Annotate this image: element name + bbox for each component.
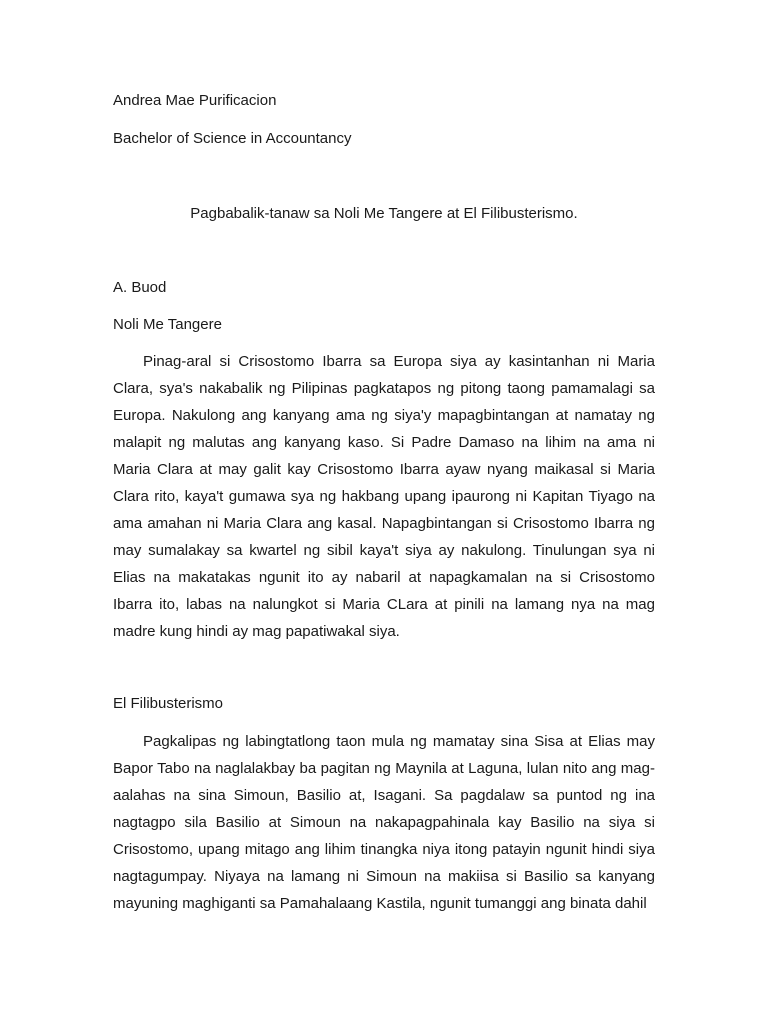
document-title: Pagbabalik-tanaw sa Noli Me Tangere at El Filibusterismo.	[190, 205, 578, 222]
course-name: Bachelor of Science in Accountancy	[113, 130, 352, 147]
section-heading-buod: A. Buod	[113, 279, 167, 296]
elfili-paragraph: Pagkalipas ng labingtatlong taon mula ng mamatay sina Sisa at Elias may Bapor Tabo na naglalakbay ba pagitan ng Maynila at Laguna, lulan nito ang mag-aalahas na sina Simoun, Basilio at, Isagani. Sa pagdalaw sa puntod ng ina nagtagpo sila Basilio at Simoun na nakapagpahinala kay Basilio na siya si Crisostomo, upang mitago ang lihim tinangka niya itong patayin ngunit hindi siya nagtagumpay. Niyaya na lamang ni Simoun na makiisa si Basilio sa kanyang mayuning maghiganti sa Pamahalaang Kastila, ngunit tumanggi ang binata dahil	[113, 733, 655, 912]
noli-paragraph: Pinag-aral si Crisostomo Ibarra sa Europa siya ay kasintanhan ni Maria Clara, sya's nakabalik ng Pilipinas pagkatapos ng pitong taong pamamalagi sa Europa. Nakulong ang kanyang ama ng siya'y mapagbintangan at namatay ng malapit ng malutas ang kanyang kaso. Si Padre Damaso na lihim na ama ni Maria Clara at may galit kay Crisostomo Ibarra ayaw nyang maikasal si Maria Clara rito, kaya't gumawa sya ng hakbang upang ipaurong ni Kapitan Tiyago na ama amahan ni Maria Clara ang kasal. Napagbintangan si Crisostomo Ibarra ng may sumalakay sa kwartel ng sibil kaya't siya ay nakulong. Tinulungan sya ni Elias na makatakas ngunit ito ay nabaril at napagkamalan na si Crisostomo Ibarra ito, labas na nalungkot si Maria CLara at pinili na lamang nya na mag madre kung hindi ay mag papatiwakal siya.	[113, 353, 655, 640]
noli-heading: Noli Me Tangere	[113, 316, 222, 333]
elfili-heading: El Filibusterismo	[113, 695, 224, 712]
author-name: Andrea Mae Purificacion	[113, 92, 277, 109]
